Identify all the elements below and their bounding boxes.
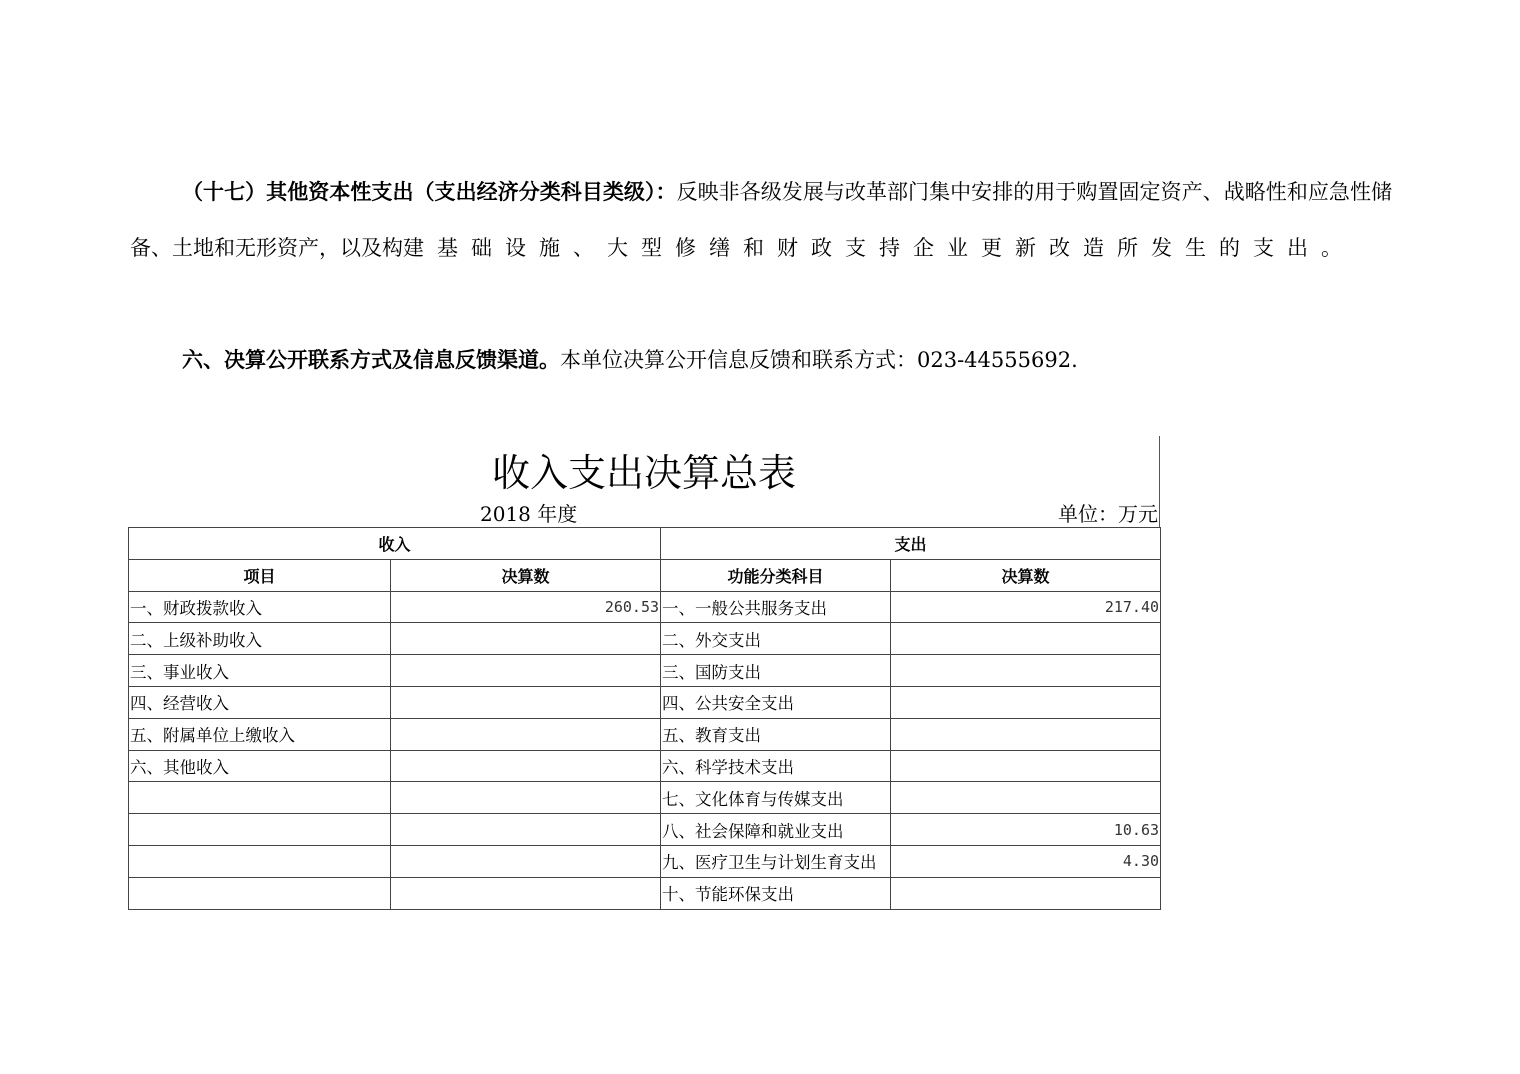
expense-item-cell: 七、文化体育与传媒支出 [661, 782, 891, 814]
table-row [129, 686, 1161, 718]
paragraph-body: 反映非各级发展与改革部门集中安排的用于购置固定资产、战略性和应急性储备、土地和无形资产，以及构 [130, 180, 1393, 260]
income-item-cell [129, 782, 391, 814]
table-row [129, 718, 1161, 750]
table-column-header-row [129, 559, 1161, 591]
paragraph-body: 本单位决算公开信息反馈和联系方式：023-44555692. [560, 348, 1078, 372]
table-row [129, 814, 1161, 846]
income-item-cell: 三、事业收入 [129, 655, 391, 687]
expense-amount-cell [891, 655, 1161, 687]
column-header-amount: 决算数 [891, 559, 1161, 591]
income-item-cell [129, 877, 391, 909]
paragraph-heading: （十七）其他资本性支出（支出经济分类科目类级）： [182, 179, 677, 204]
expense-item-cell: 十、节能环保支出 [661, 877, 891, 909]
expense-item-cell: 六、科学技术支出 [661, 750, 891, 782]
column-header-item: 项目 [129, 559, 391, 591]
table-title: 收入支出决算总表 [491, 451, 796, 495]
table-row [129, 750, 1161, 782]
table-row [129, 782, 1161, 814]
summary-table [128, 527, 1161, 910]
table-row [129, 877, 1161, 909]
expense-amount-cell [891, 782, 1161, 814]
column-header-amount: 决算数 [391, 559, 661, 591]
income-amount-cell [391, 718, 661, 750]
expense-header: 支出 [661, 528, 1161, 560]
income-amount-cell: 260.53 [391, 591, 661, 623]
income-item-cell [129, 814, 391, 846]
paragraph-contact [130, 332, 1392, 388]
expense-amount-cell: 10.63 [891, 814, 1161, 846]
income-header: 收入 [129, 528, 661, 560]
paragraph-body-spaced: 建基础设施、大型修缮和财政支持企业更新改造所发生的支出。 [403, 236, 1355, 260]
income-amount-cell [391, 877, 661, 909]
income-item-cell: 四、经营收入 [129, 686, 391, 718]
income-amount-cell [391, 623, 661, 655]
expense-item-cell: 九、医疗卫生与计划生育支出 [661, 845, 891, 877]
income-amount-cell [391, 845, 661, 877]
table-row [129, 845, 1161, 877]
table-year: 2018 年度 [480, 502, 578, 526]
expense-item-cell: 八、社会保障和就业支出 [661, 814, 891, 846]
income-item-cell: 一、财政拨款收入 [129, 591, 391, 623]
income-item-cell: 五、附属单位上缴收入 [129, 718, 391, 750]
income-amount-cell [391, 814, 661, 846]
expense-item-cell: 一、一般公共服务支出 [661, 591, 891, 623]
column-header-function: 功能分类科目 [661, 559, 891, 591]
expense-item-cell: 三、国防支出 [661, 655, 891, 687]
income-item-cell: 二、上级补助收入 [129, 623, 391, 655]
expense-amount-cell: 217.40 [891, 591, 1161, 623]
income-amount-cell [391, 686, 661, 718]
table-row [129, 591, 1161, 623]
table-unit: 单位：万元 [1058, 502, 1158, 526]
paragraph-capital-expenditure [130, 164, 1392, 276]
income-amount-cell [391, 782, 661, 814]
income-item-cell [129, 845, 391, 877]
expense-item-cell: 五、教育支出 [661, 718, 891, 750]
expense-item-cell: 四、公共安全支出 [661, 686, 891, 718]
expense-amount-cell [891, 718, 1161, 750]
table-row [129, 655, 1161, 687]
income-item-cell: 六、其他收入 [129, 750, 391, 782]
income-amount-cell [391, 655, 661, 687]
expense-amount-cell [891, 686, 1161, 718]
expense-amount-cell [891, 623, 1161, 655]
paragraph-heading: 六、决算公开联系方式及信息反馈渠道。 [182, 347, 560, 372]
expense-item-cell: 二、外交支出 [661, 623, 891, 655]
expense-amount-cell [891, 877, 1161, 909]
income-amount-cell [391, 750, 661, 782]
expense-amount-cell [891, 750, 1161, 782]
table-row [129, 623, 1161, 655]
expense-amount-cell: 4.30 [891, 845, 1161, 877]
table-group-header-row [129, 528, 1161, 560]
